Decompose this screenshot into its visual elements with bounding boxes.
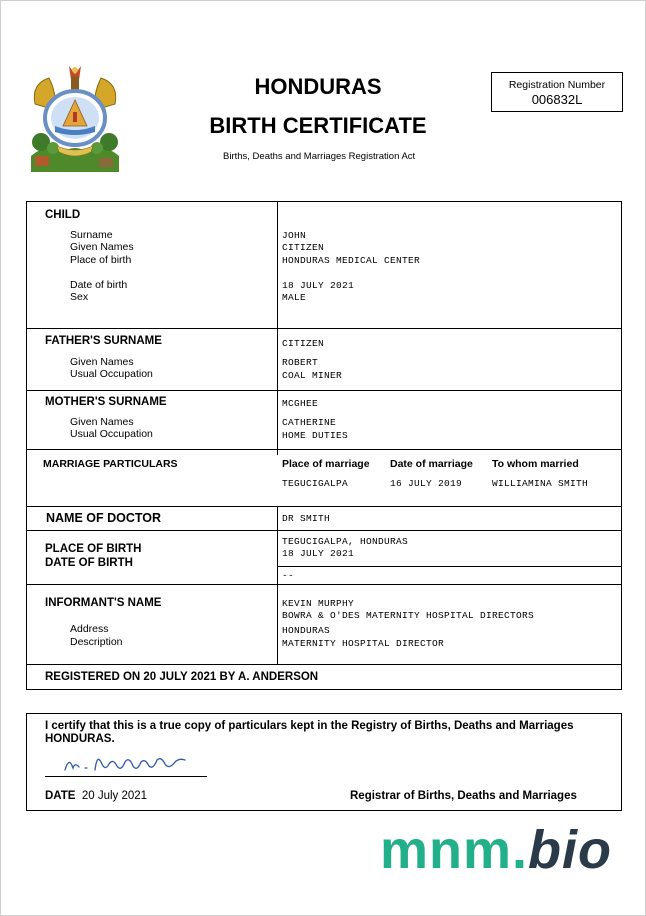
informant-name-value: KEVIN MURPHY [282, 598, 355, 609]
informant-description-value: MATERNITY HOSPITAL DIRECTOR [282, 638, 445, 649]
child-sex-value: MALE [282, 292, 307, 303]
informant-name-heading: INFORMANT'S NAME [45, 597, 162, 609]
birth-place-value: TEGUCIGALPA, HONDURAS [282, 536, 409, 547]
certification-box [26, 713, 622, 811]
row-divider [277, 566, 621, 567]
father-occupation-value: COAL MINER [282, 370, 343, 381]
document-subtitle: Births, Deaths and Marriages Registration Act [223, 151, 416, 162]
marriage-place-value: TEGUCIGALPA [282, 478, 349, 489]
father-surname-heading: FATHER'S SURNAME [45, 335, 162, 347]
child-place-of-birth-value: HONDURAS MEDICAL CENTER [282, 255, 421, 266]
birth-date-value: 18 JULY 2021 [282, 548, 355, 559]
father-surname-value: CITIZEN [282, 338, 325, 349]
child-place-of-birth-label: Place of birth [70, 254, 132, 266]
row-divider [27, 664, 621, 665]
doctor-name-value: DR SMITH [282, 513, 331, 524]
child-surname-label: Surname [70, 229, 113, 241]
certification-text: I certify that this is a true copy of particulars kept in the Registry of Births, Deaths and Marriages HONDURAS. [45, 720, 574, 745]
brand-part1: mnm. [380, 820, 529, 880]
certification-date-value: 20 July 2021 [81, 790, 148, 802]
marriage-whom-value: WILLIAMINA SMITH [492, 478, 589, 489]
child-sex-label: Sex [70, 291, 89, 303]
mother-given-names-label: Given Names [70, 416, 134, 428]
date-of-birth-heading: DATE OF BIRTH [45, 557, 133, 569]
registrar-signature [61, 750, 191, 776]
child-given-names-value: CITIZEN [282, 242, 325, 253]
certification-date [45, 790, 147, 802]
brand-part2: bio [528, 820, 613, 880]
marriage-particulars-heading: MARRIAGE PARTICULARS [43, 458, 178, 470]
doctor-heading: NAME OF DOCTOR [46, 511, 162, 525]
child-given-names-label: Given Names [70, 241, 134, 253]
mother-occupation-value: HOME DUTIES [282, 430, 349, 441]
mother-given-names-value: CATHERINE [282, 417, 337, 428]
registered-statement: REGISTERED ON 20 JULY 2021 BY A. ANDERSON [45, 671, 319, 683]
informant-address-label: Address [70, 623, 109, 635]
child-date-of-birth-value: 18 JULY 2021 [282, 280, 355, 291]
marriage-date-value: 16 JULY 2019 [390, 478, 463, 489]
brand-watermark [380, 820, 612, 880]
birth-extra-value: -- [282, 570, 295, 581]
marriage-place-header: Place of marriage [282, 458, 370, 470]
certification-date-label: DATE [45, 790, 76, 802]
child-date-of-birth-label: Date of birth [70, 279, 128, 291]
row-divider [27, 328, 621, 329]
child-surname-value: JOHN [282, 230, 307, 241]
marriage-whom-header: To whom married [492, 458, 579, 470]
father-given-names-value: ROBERT [282, 357, 319, 368]
row-divider [27, 530, 621, 531]
informant-address-line1: BOWRA & O'DES MATERNITY HOSPITAL DIRECTORS [282, 610, 535, 621]
informant-address-line2: HONDURAS [282, 625, 331, 636]
row-divider [27, 449, 621, 450]
registration-number-label: Registration Number [508, 79, 606, 91]
marriage-date-header: Date of marriage [390, 458, 473, 470]
registration-number-box [491, 72, 623, 112]
signature-line [45, 776, 207, 777]
row-divider [27, 584, 621, 585]
place-of-birth-heading: PLACE OF BIRTH [45, 543, 142, 555]
informant-description-label: Description [70, 636, 123, 648]
child-heading: CHILD [45, 209, 81, 221]
registrar-title: Registrar of Births, Deaths and Marriages [350, 790, 577, 802]
particulars-table [26, 201, 622, 690]
father-occupation-label: Usual Occupation [70, 368, 153, 380]
row-divider [27, 506, 621, 507]
document-title: BIRTH CERTIFICATE [209, 113, 427, 138]
mother-surname-heading: MOTHER'S SURNAME [45, 396, 167, 408]
father-given-names-label: Given Names [70, 356, 134, 368]
mother-occupation-label: Usual Occupation [70, 428, 153, 440]
document-title-country: HONDURAS [254, 74, 382, 99]
mother-surname-value: MCGHEE [282, 398, 319, 409]
row-divider [27, 390, 621, 391]
registration-number-value: 006832L [531, 92, 583, 107]
